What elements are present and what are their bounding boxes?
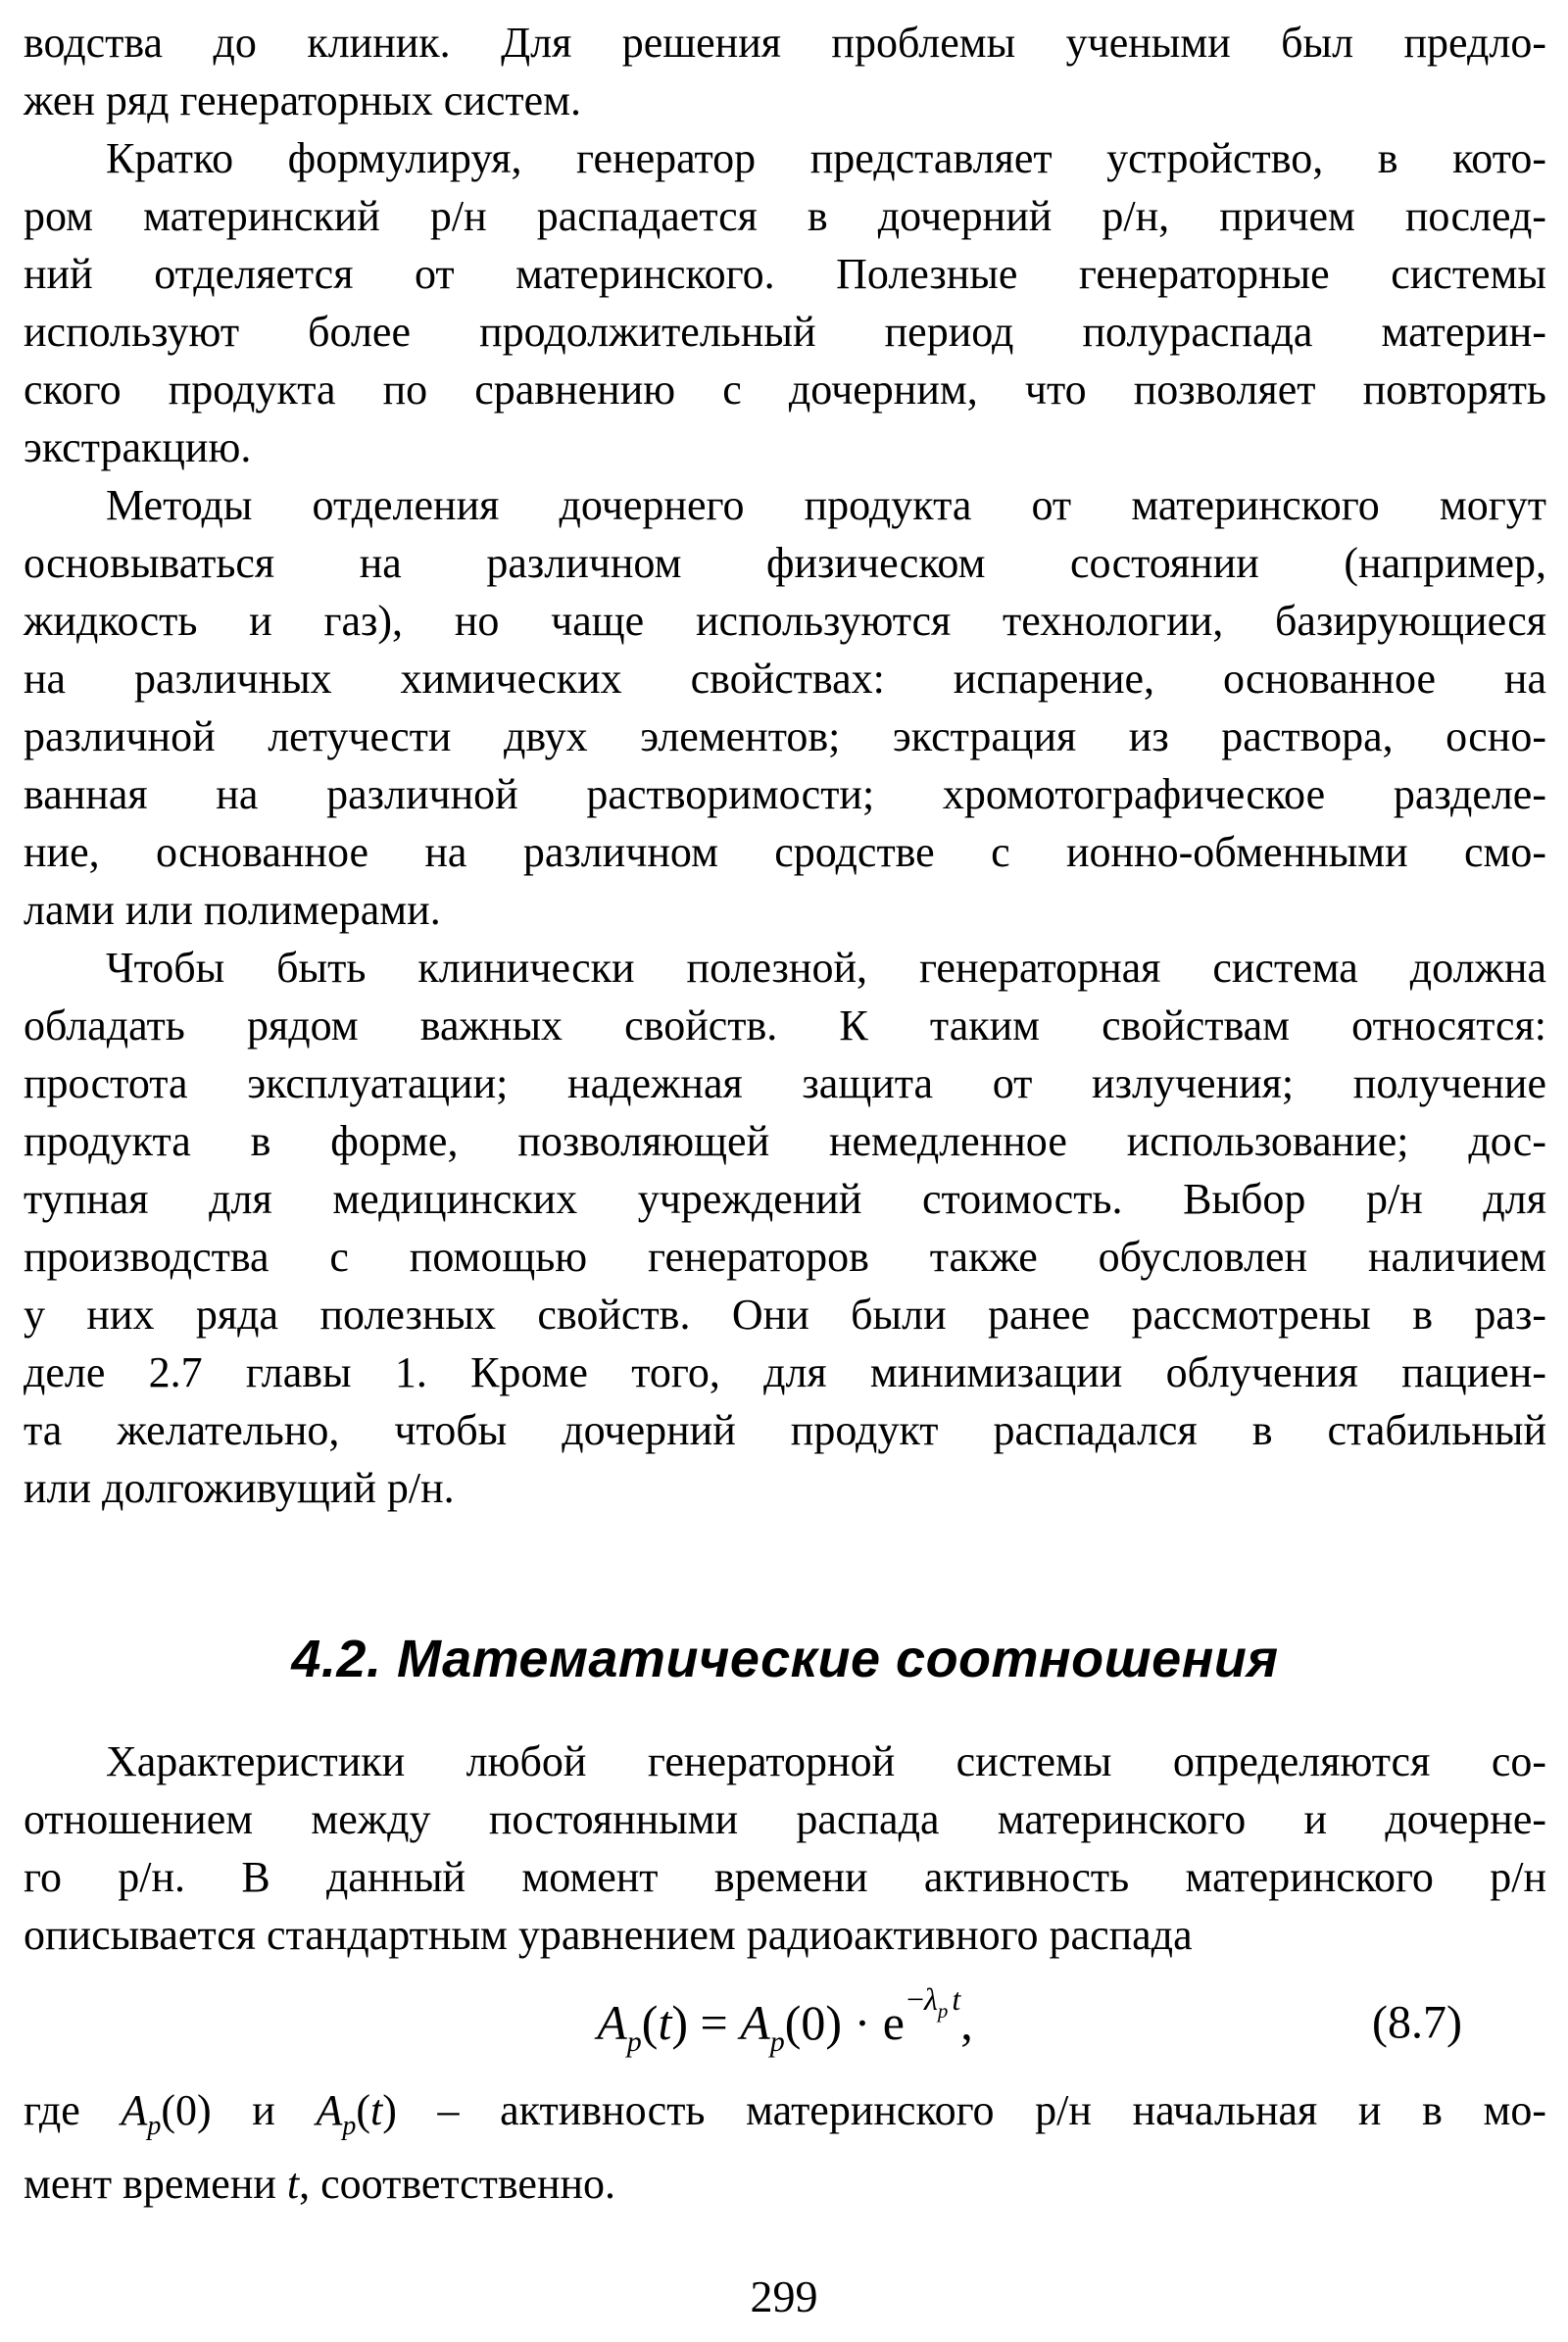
formula (597, 1981, 973, 2058)
text-line: водства до клиник. Для решения проблемы учеными был предло- (24, 19, 1546, 67)
paragraph (24, 939, 1546, 1517)
text-line: ром материнский р/н распадается в дочерний р/н, причем послед- (24, 192, 1546, 240)
text-line: ний отделяется от материнского. Полезные генераторные системы (24, 250, 1546, 298)
text-line: описывается стандартным уравнением радиоактивного распада (24, 1911, 1193, 1959)
text-line: производства с помощью генераторов также обусловлен наличием (24, 1233, 1546, 1281)
text-line: обладать рядом важных свойств. К таким свойствам относятся: (24, 1001, 1546, 1049)
formula-exponent (906, 1981, 961, 2023)
paragraph (24, 129, 1546, 476)
equation-number: (8.7) (1372, 1996, 1462, 2049)
formula-symbol: t (286, 2159, 300, 2208)
text-run: ( (356, 2086, 370, 2134)
text-line: Методы отделения дочернего продукта от материнского могут (106, 481, 1546, 529)
formula-symbol: − (906, 1981, 924, 2017)
text-line: жен ряд генераторных систем. (24, 76, 581, 124)
formula-symbol: A (316, 2086, 343, 2134)
equation (24, 1964, 1546, 2081)
paragraph (24, 14, 1546, 129)
text-run: (0) (161, 2086, 212, 2134)
formula-subscript: p (937, 1999, 949, 2023)
formula-symbol: t (658, 1995, 672, 2050)
text-run: и (211, 2086, 317, 2134)
text-line: или долгоживущий р/н. (24, 1464, 455, 1512)
formula-symbol: t (952, 1981, 961, 2017)
text-line: Чтобы быть клинически полезной, генераторная система должна (106, 944, 1546, 992)
text-line: на различных химических свойствах: испарение, основанное на (24, 655, 1546, 703)
formula-symbol: (0) (784, 1995, 843, 2050)
text-line (24, 2155, 1546, 2213)
text-line (24, 2081, 1546, 2155)
text-run: где (24, 2086, 122, 2134)
formula-symbol: · (842, 1995, 883, 2050)
text-run: ) – активность материнского р/н начальная и в мо- (382, 2086, 1547, 2134)
paragraph (24, 476, 1546, 939)
formula-symbol: A (740, 1995, 770, 2050)
text-line: продукта в форме, позволяющей немедленное использование; дос- (24, 1117, 1546, 1165)
text-run: , соответственно. (299, 2159, 616, 2208)
formula-symbol: A (121, 2086, 148, 2134)
paragraph (24, 2081, 1546, 2213)
text-line: жидкость и газ), но чаще используются технологии, базирующиеся (24, 597, 1546, 645)
text-run: мент времени (24, 2159, 287, 2208)
formula-symbol: ) (671, 1995, 689, 2050)
text-line: лами или полимерами. (24, 886, 441, 934)
paragraph (24, 1732, 1546, 1964)
page-number: 299 (750, 2271, 818, 2321)
formula-subscript: p (342, 2110, 357, 2141)
text-line: у них ряда полезных свойств. Они были ранее рассмотрены в раз- (24, 1291, 1546, 1339)
formula-symbol: , (960, 1995, 973, 2050)
text-line: экстракцию. (24, 423, 252, 471)
formula-symbol: A (597, 1995, 627, 2050)
text-line: тупная для медицинских учреждений стоимость. Выбор р/н для (24, 1175, 1546, 1223)
text-line: ванная на различной растворимости; хромотографическое разделе- (24, 770, 1546, 818)
formula-subscript: p (769, 2025, 785, 2058)
text-line: ского продукта по сравнению с дочерним, что позволяет повторять (24, 366, 1546, 414)
section-heading: 4.2. Математические соотношения (291, 1630, 1279, 1688)
formula-subscript: p (147, 2110, 162, 2141)
text-line: простота эксплуатации; надежная защита от излучения; получение (24, 1059, 1546, 1107)
formula-symbol: λ (923, 1981, 938, 2017)
text-line: го р/н. В данный момент времени активность материнского р/н (24, 1853, 1546, 1901)
text-line: деле 2.7 главы 1. Кроме того, для минимизации облучения пациен- (24, 1348, 1546, 1396)
text-line: различной летучести двух элементов; экстрация из раствора, осно- (24, 712, 1546, 760)
text-line: та желательно, чтобы дочерний продукт распадался в стабильный (24, 1406, 1546, 1454)
text-line: Характеристики любой генераторной системы определяются со- (106, 1737, 1546, 1785)
text-line: ние, основанное на различном сродстве с ионно-обменными смо- (24, 828, 1546, 876)
text-line: используют более продолжительный период полураспада материн- (24, 308, 1546, 356)
formula-symbol: t (370, 2086, 383, 2134)
formula-symbol: ( (641, 1995, 659, 2050)
formula-subscript: p (626, 2025, 642, 2058)
text-line: Кратко формулируя, генератор представляет устройство, в кото- (106, 134, 1546, 182)
text-line: отношением между постоянными распада материнского и дочерне- (24, 1795, 1546, 1843)
formula-symbol: e (882, 1995, 905, 2050)
text-line: основываться на различном физическом состоянии (например, (24, 539, 1546, 587)
formula-symbol: = (688, 1995, 741, 2050)
